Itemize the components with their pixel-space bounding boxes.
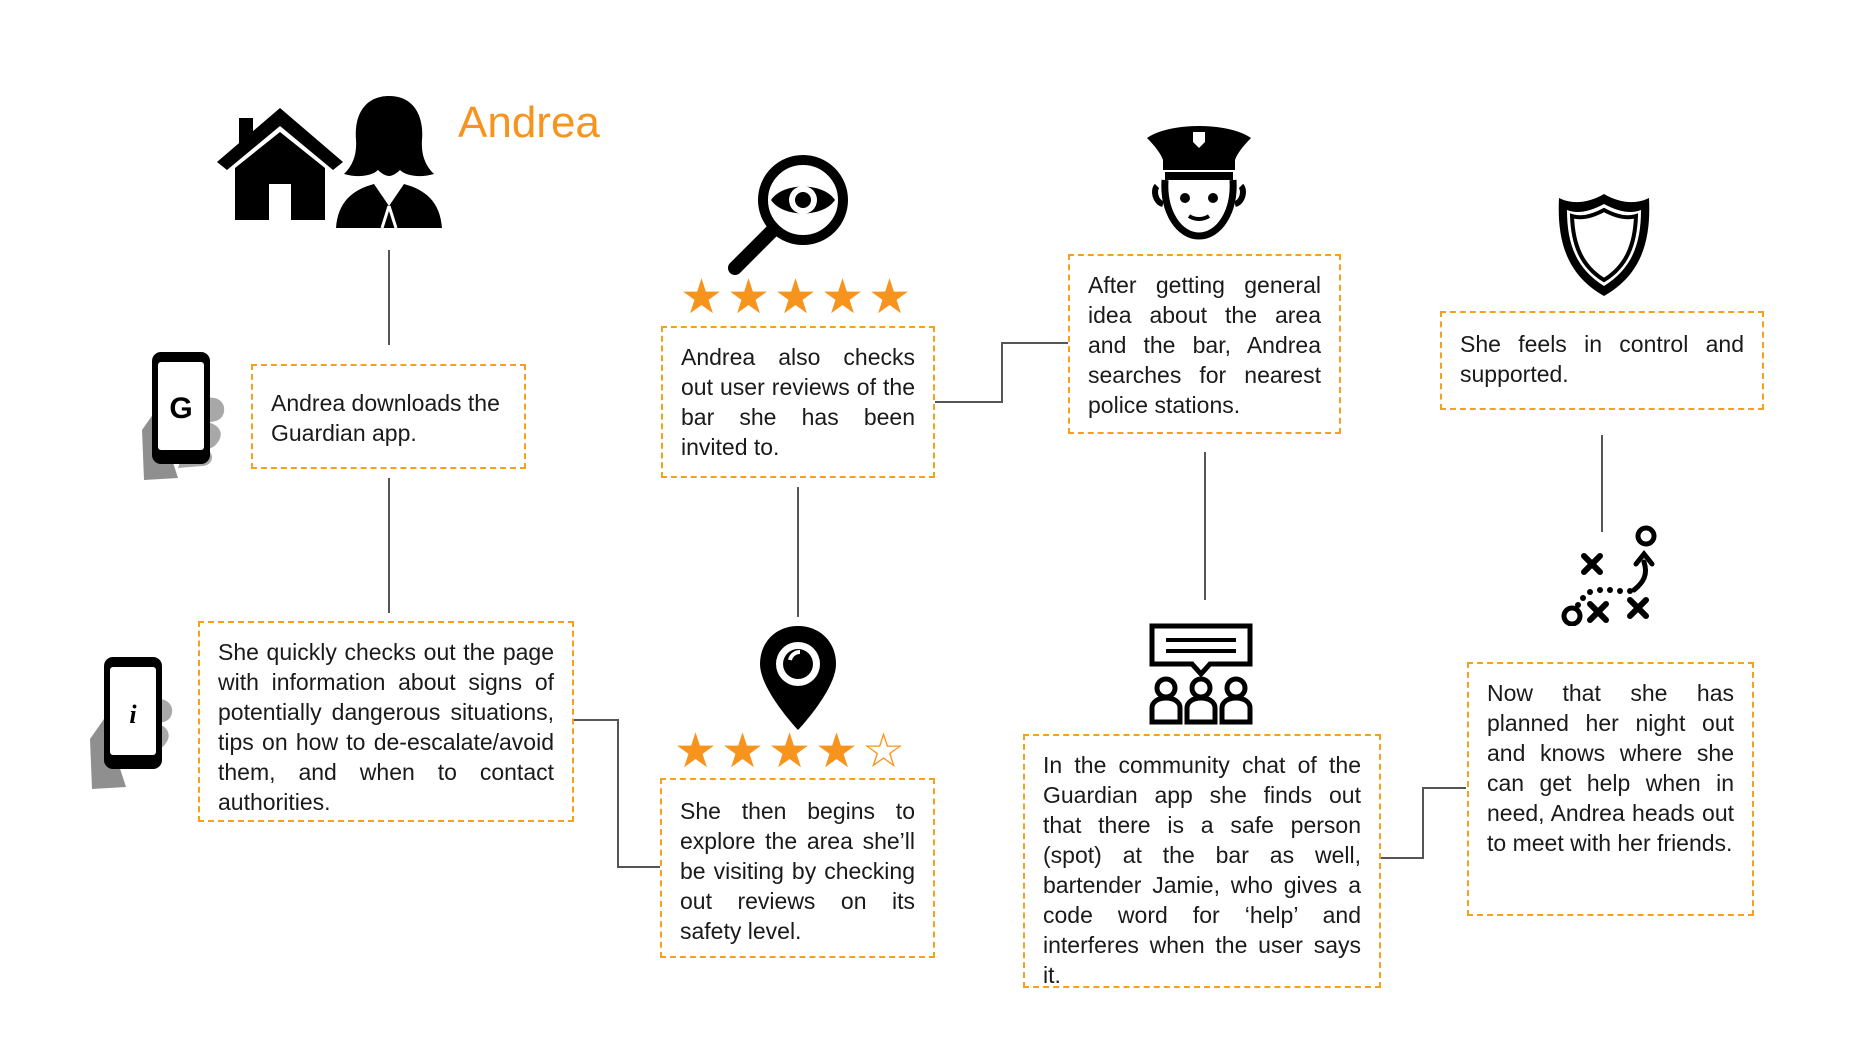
star-filled: ★ — [720, 725, 767, 778]
phone-g-icon — [138, 350, 238, 485]
step-info-box — [198, 621, 574, 822]
step-planned-text: Now that she has planned her night out and knows where she can get help when in need, Andrea heads out to meet with her friends. — [1487, 680, 1734, 856]
shield-icon — [1555, 190, 1653, 300]
woman-icon — [330, 94, 448, 230]
star-filled: ★ — [767, 725, 814, 778]
house-icon — [215, 104, 345, 224]
bar-review-stars — [679, 271, 914, 324]
persona-name: Andrea — [458, 98, 600, 147]
step-control-text: She feels in control and supported. — [1460, 331, 1744, 387]
star-filled: ★ — [814, 725, 861, 778]
map-pin-icon — [756, 624, 840, 732]
step-download-box — [251, 364, 526, 469]
step-police-box — [1068, 254, 1341, 434]
phone-info-letter: i — [129, 700, 137, 729]
step-community-box — [1023, 734, 1381, 988]
star-filled: ★ — [726, 271, 773, 324]
step-community-text: In the community chat of the Guardian app she finds out that there is a safe person (spot) at the bar as well, bartender Jamie, who gives a code word for ‘help’ and interferes when the user says it. — [1043, 752, 1361, 988]
phone-g-letter: G — [169, 392, 193, 425]
star-empty: ☆ — [861, 725, 908, 778]
magnifier-eye-icon — [725, 150, 855, 278]
step-police-text: After getting general idea about the area and the bar, Andrea searches for nearest police stations. — [1088, 272, 1321, 418]
connector-info-explore — [574, 720, 660, 867]
community-chat-icon — [1148, 622, 1254, 726]
step-planned-box — [1467, 662, 1754, 916]
police-officer-icon — [1143, 116, 1255, 240]
step-info-text: She quickly checks out the page with information about signs of potentially dangerous situations, tips on how to de-escalate/avoid them, and when to contact authorities. — [218, 639, 554, 815]
phone-info-icon — [88, 655, 188, 795]
strategy-plan-icon — [1560, 522, 1660, 626]
star-filled: ★ — [679, 271, 726, 324]
star-filled: ★ — [820, 271, 867, 324]
connector-reviews-police — [935, 343, 1068, 402]
step-reviews-text: Andrea also checks out user reviews of the bar she has been invited to. — [681, 344, 915, 460]
area-safety-stars — [673, 725, 908, 778]
star-filled: ★ — [773, 271, 820, 324]
star-filled: ★ — [867, 271, 914, 324]
step-explore-text: She then begins to explore the area she’ll be visiting by checking out reviews on its safety level. — [680, 798, 915, 944]
step-explore-box — [660, 778, 935, 958]
connector-community-planned — [1380, 788, 1466, 858]
step-control-box — [1440, 311, 1764, 410]
step-reviews-box — [661, 326, 935, 478]
step-download-text: Andrea downloads the Guardian app. — [271, 390, 500, 446]
star-filled: ★ — [673, 725, 720, 778]
